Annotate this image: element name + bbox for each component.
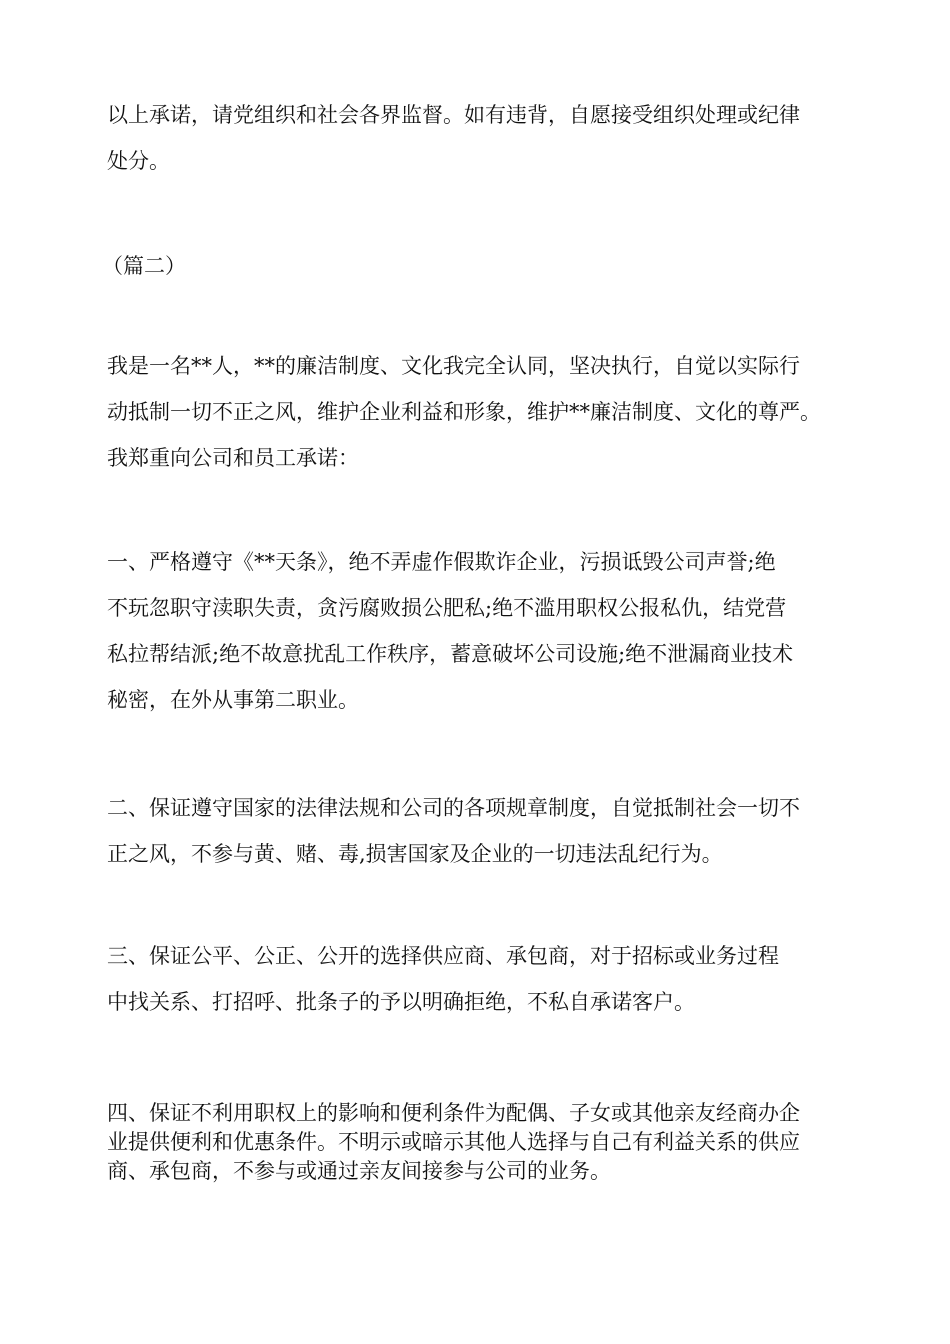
- text-line: 业提供便利和优惠条件。不明示或暗示其他人选择与自己有利益关系的供应: [107, 1130, 800, 1154]
- text-line: 二、保证遵守国家的法律法规和公司的各项规章制度，自觉抵制社会一切不: [107, 796, 800, 820]
- pledge-item-1: [107, 539, 853, 723]
- intro-paragraph: [107, 343, 853, 481]
- pledge-item-3: [107, 933, 853, 1025]
- section-heading: [102, 243, 848, 289]
- closing-paragraph: [107, 92, 853, 184]
- text-line: 不玩忽职守渎职失责，贪污腐败损公肥私;绝不滥用职权公报私仇，结党营: [107, 596, 787, 620]
- text-line: 中找关系、打招呼、批条子的予以明确拒绝，不私自承诺客户。: [107, 990, 695, 1014]
- text-line: 处分。: [107, 149, 170, 173]
- text-line: 我是一名**人，**的廉洁制度、文化我完全认同，坚决执行，自觉以实际行: [107, 354, 800, 378]
- text-line: 正之风，不参与黄、赌、毒,损害国家及企业的一切违法乱纪行为。: [107, 842, 723, 866]
- text-line: （篇二）: [102, 254, 186, 278]
- text-line: 秘密，在外从事第二职业。: [107, 688, 359, 712]
- text-line: 一、严格遵守《**天条》，绝不弄虚作假欺诈企业，污损诋毁公司声誉;绝: [107, 550, 776, 574]
- text-line: 三、保证公平、公正、公开的选择供应商、承包商，对于招标或业务过程: [107, 944, 779, 968]
- text-line: 我郑重向公司和员工承诺：: [107, 446, 359, 470]
- pledge-item-4: [107, 1099, 853, 1186]
- text-line: 动抵制一切不正之风，维护企业利益和形象，维护**廉洁制度、文化的尊严。: [107, 400, 821, 424]
- text-line: 商、承包商，不参与或通过亲友间接参与公司的业务。: [107, 1159, 611, 1183]
- text-line: 以上承诺，请党组织和社会各界监督。如有违背，自愿接受组织处理或纪律: [107, 103, 800, 127]
- pledge-item-2: [107, 785, 853, 877]
- text-line: 四、保证不利用职权上的影响和便利条件为配偶、子女或其他亲友经商办企: [107, 1101, 800, 1125]
- text-line: 私拉帮结派;绝不故意扰乱工作秩序，蓄意破坏公司设施;绝不泄漏商业技术: [107, 642, 794, 666]
